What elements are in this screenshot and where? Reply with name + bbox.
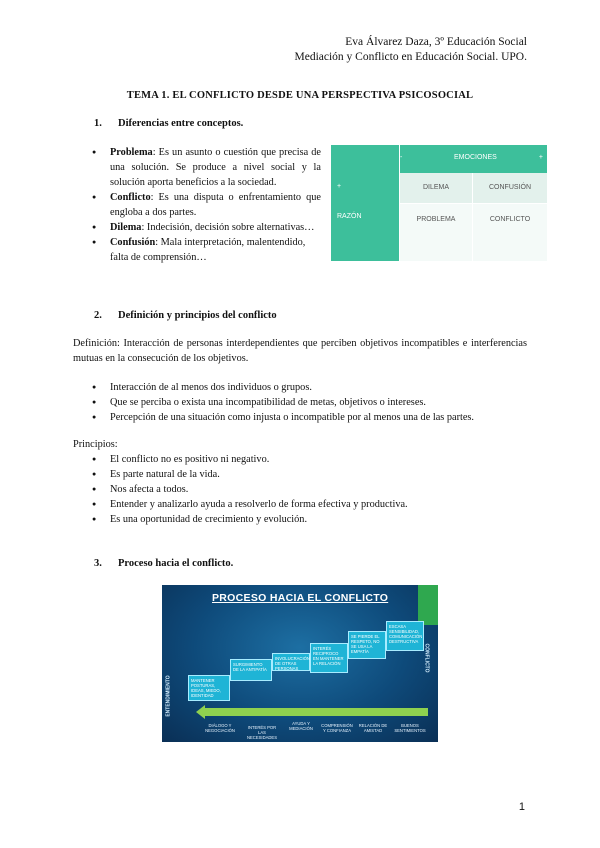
conflict-process-diagram xyxy=(162,585,438,742)
corner-accent xyxy=(418,585,438,625)
list-item xyxy=(92,190,321,220)
page-number: 1 xyxy=(518,801,525,813)
section-2-heading xyxy=(94,310,277,321)
section-title: Proceso hacia el conflicto. xyxy=(118,558,234,569)
razon-label: RAZÓN xyxy=(337,213,362,220)
diagram-title: PROCESO HACIA EL CONFLICTO xyxy=(212,592,389,604)
cell-confusion xyxy=(473,173,548,203)
bottom-text-6: BUENOS SENTIMIENTOS xyxy=(394,723,426,733)
list-item xyxy=(92,220,321,235)
principles-list xyxy=(92,452,532,527)
section-number: 1. xyxy=(94,118,102,129)
cell-problema xyxy=(400,203,473,261)
definition-paragraph: Definición: Interacción de personas interdependientes que perciben objetivos incompatibles e interferencias mutuas en la consecución de los objetivos. xyxy=(73,338,527,364)
plus-cell xyxy=(331,173,400,203)
list-item: ● Que se perciba o exista una incompatibilidad de metas, objetivos o intereses. xyxy=(92,395,532,410)
definition: : Mala interpretación, malentendido, falta de comprensión… xyxy=(110,237,306,263)
step-1: MANTENER POSTURAS, IDEAS, MIEDO, IDENTIDAD xyxy=(188,675,230,701)
header-course: Mediación y Conflicto en Educación Social. UPO. xyxy=(294,51,527,63)
definition: : Es un asunto o cuestión que precisa de una solución. Se produce a nivel social y la solución aporta beneficios a la sociedad. xyxy=(110,147,321,188)
list-item: ● Es parte natural de la vida. xyxy=(92,467,532,482)
cell-text: CONFUSIÓN xyxy=(489,184,531,192)
list-item xyxy=(92,145,321,190)
concept-list xyxy=(92,145,321,265)
list-item: ● Interacción de al menos dos individuos o grupos. xyxy=(92,380,532,395)
list-item: ● Entender y analizarlo ayuda a resolverlo de forma efectiva y productiva. xyxy=(92,497,532,512)
list-item: ● El conflicto no es positivo ni negativo. xyxy=(92,452,532,467)
bottom-text-1: DIÁLOGO Y NEGOCIACIÓN xyxy=(205,723,235,733)
term: Conflicto xyxy=(110,192,151,203)
cell-conflicto xyxy=(473,203,548,261)
plus-sign: + xyxy=(538,154,543,161)
right-label: CONFLICTO xyxy=(423,643,430,673)
step-2: SURGIMIENTO DE LA ANTIPATÍA xyxy=(230,659,272,681)
bottom-text-3: AYUDA Y MEDIACIÓN xyxy=(289,721,313,731)
header-author: Eva Álvarez Daza, 3º Educación Social xyxy=(345,36,527,48)
definition: : Indecisión, decisión sobre alternativas… xyxy=(141,222,315,233)
list-item xyxy=(92,235,321,265)
step-3: INVOLUCRACIÓN DE OTRAS PERSONAS xyxy=(272,653,310,671)
minus-sign: - xyxy=(400,154,403,161)
definition-list xyxy=(92,380,532,425)
section-1-heading xyxy=(94,118,243,129)
emotions-header xyxy=(400,145,548,173)
bottom-text-4: COMPRENSIÓN Y CONFIANZA xyxy=(321,723,353,733)
list-item: ● Es una oportunidad de crecimiento y evolución. xyxy=(92,512,532,527)
section-number: 3. xyxy=(94,558,102,569)
section-title: Definición y principios del conflicto xyxy=(118,310,277,321)
bottom-text-2: INTERÉS POR LAS NECESIDADES xyxy=(246,725,278,740)
cell-text: PROBLEMA xyxy=(416,215,456,223)
razon-cell xyxy=(331,203,400,261)
left-label: ENTENDIMIENTO xyxy=(165,675,172,717)
step-5: SE PIERDE EL RESPETO, NO SE USA LA EMPATÍA xyxy=(348,631,386,659)
term: Problema xyxy=(110,147,153,158)
cell-text: DILEMA xyxy=(422,184,450,192)
section-3-heading xyxy=(94,558,233,569)
concept-matrix xyxy=(331,145,547,261)
bottom-text-5: RELACIÓN DE AMISTAD xyxy=(358,723,388,733)
corner-cell xyxy=(331,145,403,173)
term: Dilema xyxy=(110,222,142,233)
step-6: ESCASA SENSIBILIDAD, COMUNICACIÓN DESTRUCTIVA xyxy=(386,621,424,651)
emotions-label: EMOCIONES xyxy=(454,154,497,161)
definition: : Es una disputa o enfrentamiento que engloba a dos partes. xyxy=(110,192,321,218)
principles-label: Principios: xyxy=(73,439,118,450)
left-arrow-icon xyxy=(196,705,428,719)
list-item: ● Percepción de una situación como injusta o incompatible por al menos una de las partes. xyxy=(92,410,532,425)
plus-sign: + xyxy=(337,183,342,190)
section-title: Diferencias entre conceptos. xyxy=(118,118,244,129)
list-item: ● Nos afecta a todos. xyxy=(92,482,532,497)
page-title: TEMA 1. EL CONFLICTO DESDE UNA PERSPECTIVA PSICOSOCIAL xyxy=(126,90,474,101)
matrix-table xyxy=(331,145,547,261)
section-number: 2. xyxy=(94,310,102,321)
step-4: INTERÉS RECIPROCO EN MANTENER LA RELACIÓN xyxy=(310,643,348,673)
cell-dilema xyxy=(400,173,473,203)
cell-text: CONFLICTO xyxy=(489,215,531,223)
term: Confusión xyxy=(110,237,156,248)
